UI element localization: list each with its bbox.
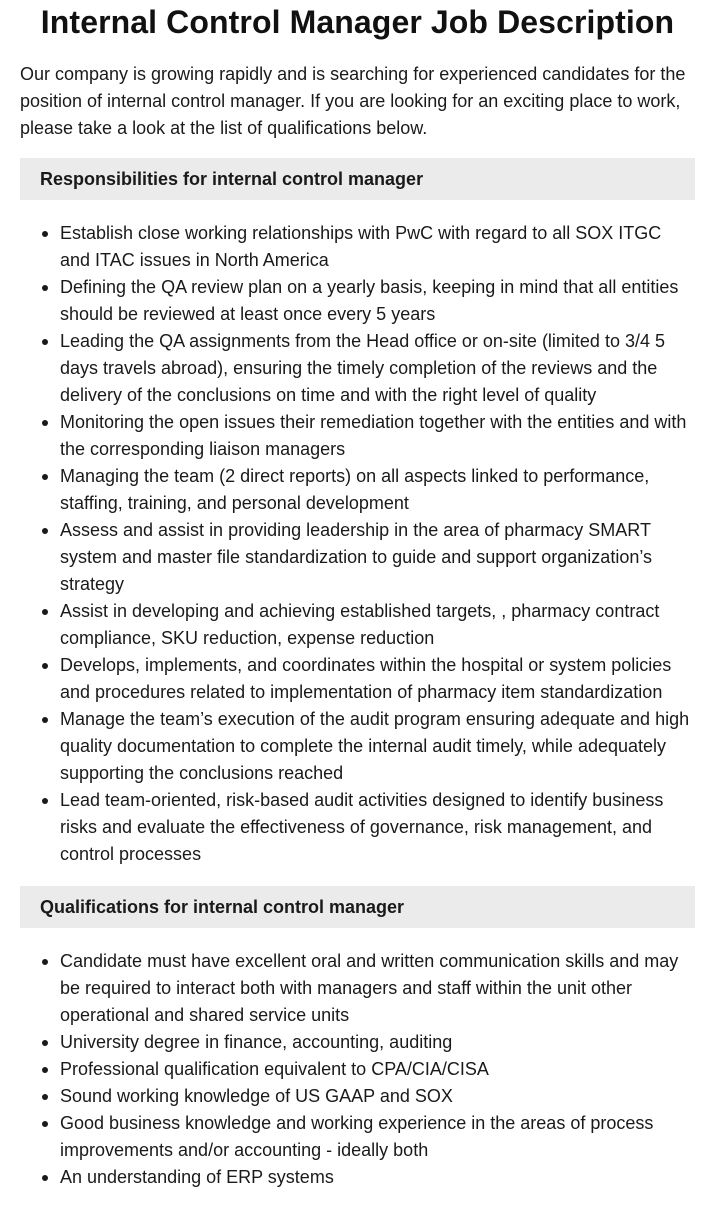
bullet-icon	[42, 959, 48, 965]
list-item-text: Candidate must have excellent oral and written communication skills and may be required to interact both with managers and staff within the unit other operational and shared service units	[60, 951, 679, 1025]
bullet-icon	[42, 1040, 48, 1046]
list-item	[60, 409, 695, 463]
bullet-icon	[42, 285, 48, 291]
list-item-text: University degree in finance, accounting, auditing	[60, 1032, 453, 1052]
list-item	[60, 328, 695, 409]
bullet-icon	[42, 717, 48, 723]
bullet-icon	[42, 1094, 48, 1100]
bullet-icon	[42, 420, 48, 426]
list-item-text: Manage the team’s execution of the audit program ensuring adequate and high quality documentation to complete the internal audit timely, while adequately supporting the conclusions reached	[60, 709, 690, 783]
responsibilities-heading: Responsibilities for internal control manager	[20, 158, 695, 200]
list-item	[60, 787, 695, 868]
list-item	[60, 517, 695, 598]
bullet-icon	[42, 1121, 48, 1127]
list-item-text: Lead team-oriented, risk-based audit activities designed to identify business risks and evaluate the effectiveness of governance, risk management, and control processes	[60, 790, 664, 864]
qualifications-heading: Qualifications for internal control manager	[20, 886, 695, 928]
bullet-icon	[42, 1067, 48, 1073]
list-item	[60, 463, 695, 517]
list-item-text: Develops, implements, and coordinates within the hospital or system policies and procedures related to implementation of pharmacy item standardization	[60, 655, 672, 702]
list-item	[60, 652, 695, 706]
intro-paragraph: Our company is growing rapidly and is searching for experienced candidates for the position of internal control manager. If you are looking for an exciting place to work, please take a look at the list of qualifications below.	[20, 64, 686, 138]
list-item	[60, 1029, 695, 1056]
page-title: Internal Control Manager Job Description	[40, 4, 675, 40]
list-item-text: Managing the team (2 direct reports) on all aspects linked to performance, staffing, training, and personal development	[60, 466, 650, 513]
responsibilities-list	[20, 220, 695, 868]
bullet-icon	[42, 798, 48, 804]
list-item-text: Assist in developing and achieving established targets, , pharmacy contract compliance, SKU reduction, expense reduction	[60, 601, 660, 648]
list-item	[60, 598, 695, 652]
bullet-icon	[42, 474, 48, 480]
list-item-text: Professional qualification equivalent to CPA/CIA/CISA	[60, 1059, 489, 1079]
bullet-icon	[42, 609, 48, 615]
list-item-text: Assess and assist in providing leadership in the area of pharmacy SMART system and master file standardization to guide and support organization’s strategy	[60, 520, 653, 594]
list-item-text: An understanding of ERP systems	[60, 1167, 334, 1187]
list-item-text: Sound working knowledge of US GAAP and SOX	[60, 1086, 453, 1106]
list-item	[60, 1056, 695, 1083]
list-item-text: Establish close working relationships with PwC with regard to all SOX ITGC and ITAC issues in North America	[60, 223, 662, 270]
bullet-icon	[42, 1175, 48, 1181]
list-item-text: Defining the QA review plan on a yearly basis, keeping in mind that all entities should be reviewed at least once every 5 years	[60, 277, 679, 324]
bullet-icon	[42, 528, 48, 534]
list-item	[60, 1110, 695, 1164]
list-item	[60, 1164, 695, 1191]
list-item	[60, 948, 695, 1029]
bullet-icon	[42, 339, 48, 345]
qualifications-list	[20, 948, 695, 1191]
list-item	[60, 220, 695, 274]
bullet-icon	[42, 663, 48, 669]
list-item	[60, 706, 695, 787]
bullet-icon	[42, 231, 48, 237]
list-item-text: Leading the QA assignments from the Head office or on-site (limited to 3/4 5 days travels abroad), ensuring the timely completion of the reviews and the delivery of the conclusions on time and with the right level of quality	[60, 331, 665, 405]
list-item-text: Good business knowledge and working experience in the areas of process improvements and/or accounting - ideally both	[60, 1113, 654, 1160]
list-item	[60, 274, 695, 328]
list-item-text: Monitoring the open issues their remediation together with the entities and with the corresponding liaison managers	[60, 412, 687, 459]
list-item	[60, 1083, 695, 1110]
